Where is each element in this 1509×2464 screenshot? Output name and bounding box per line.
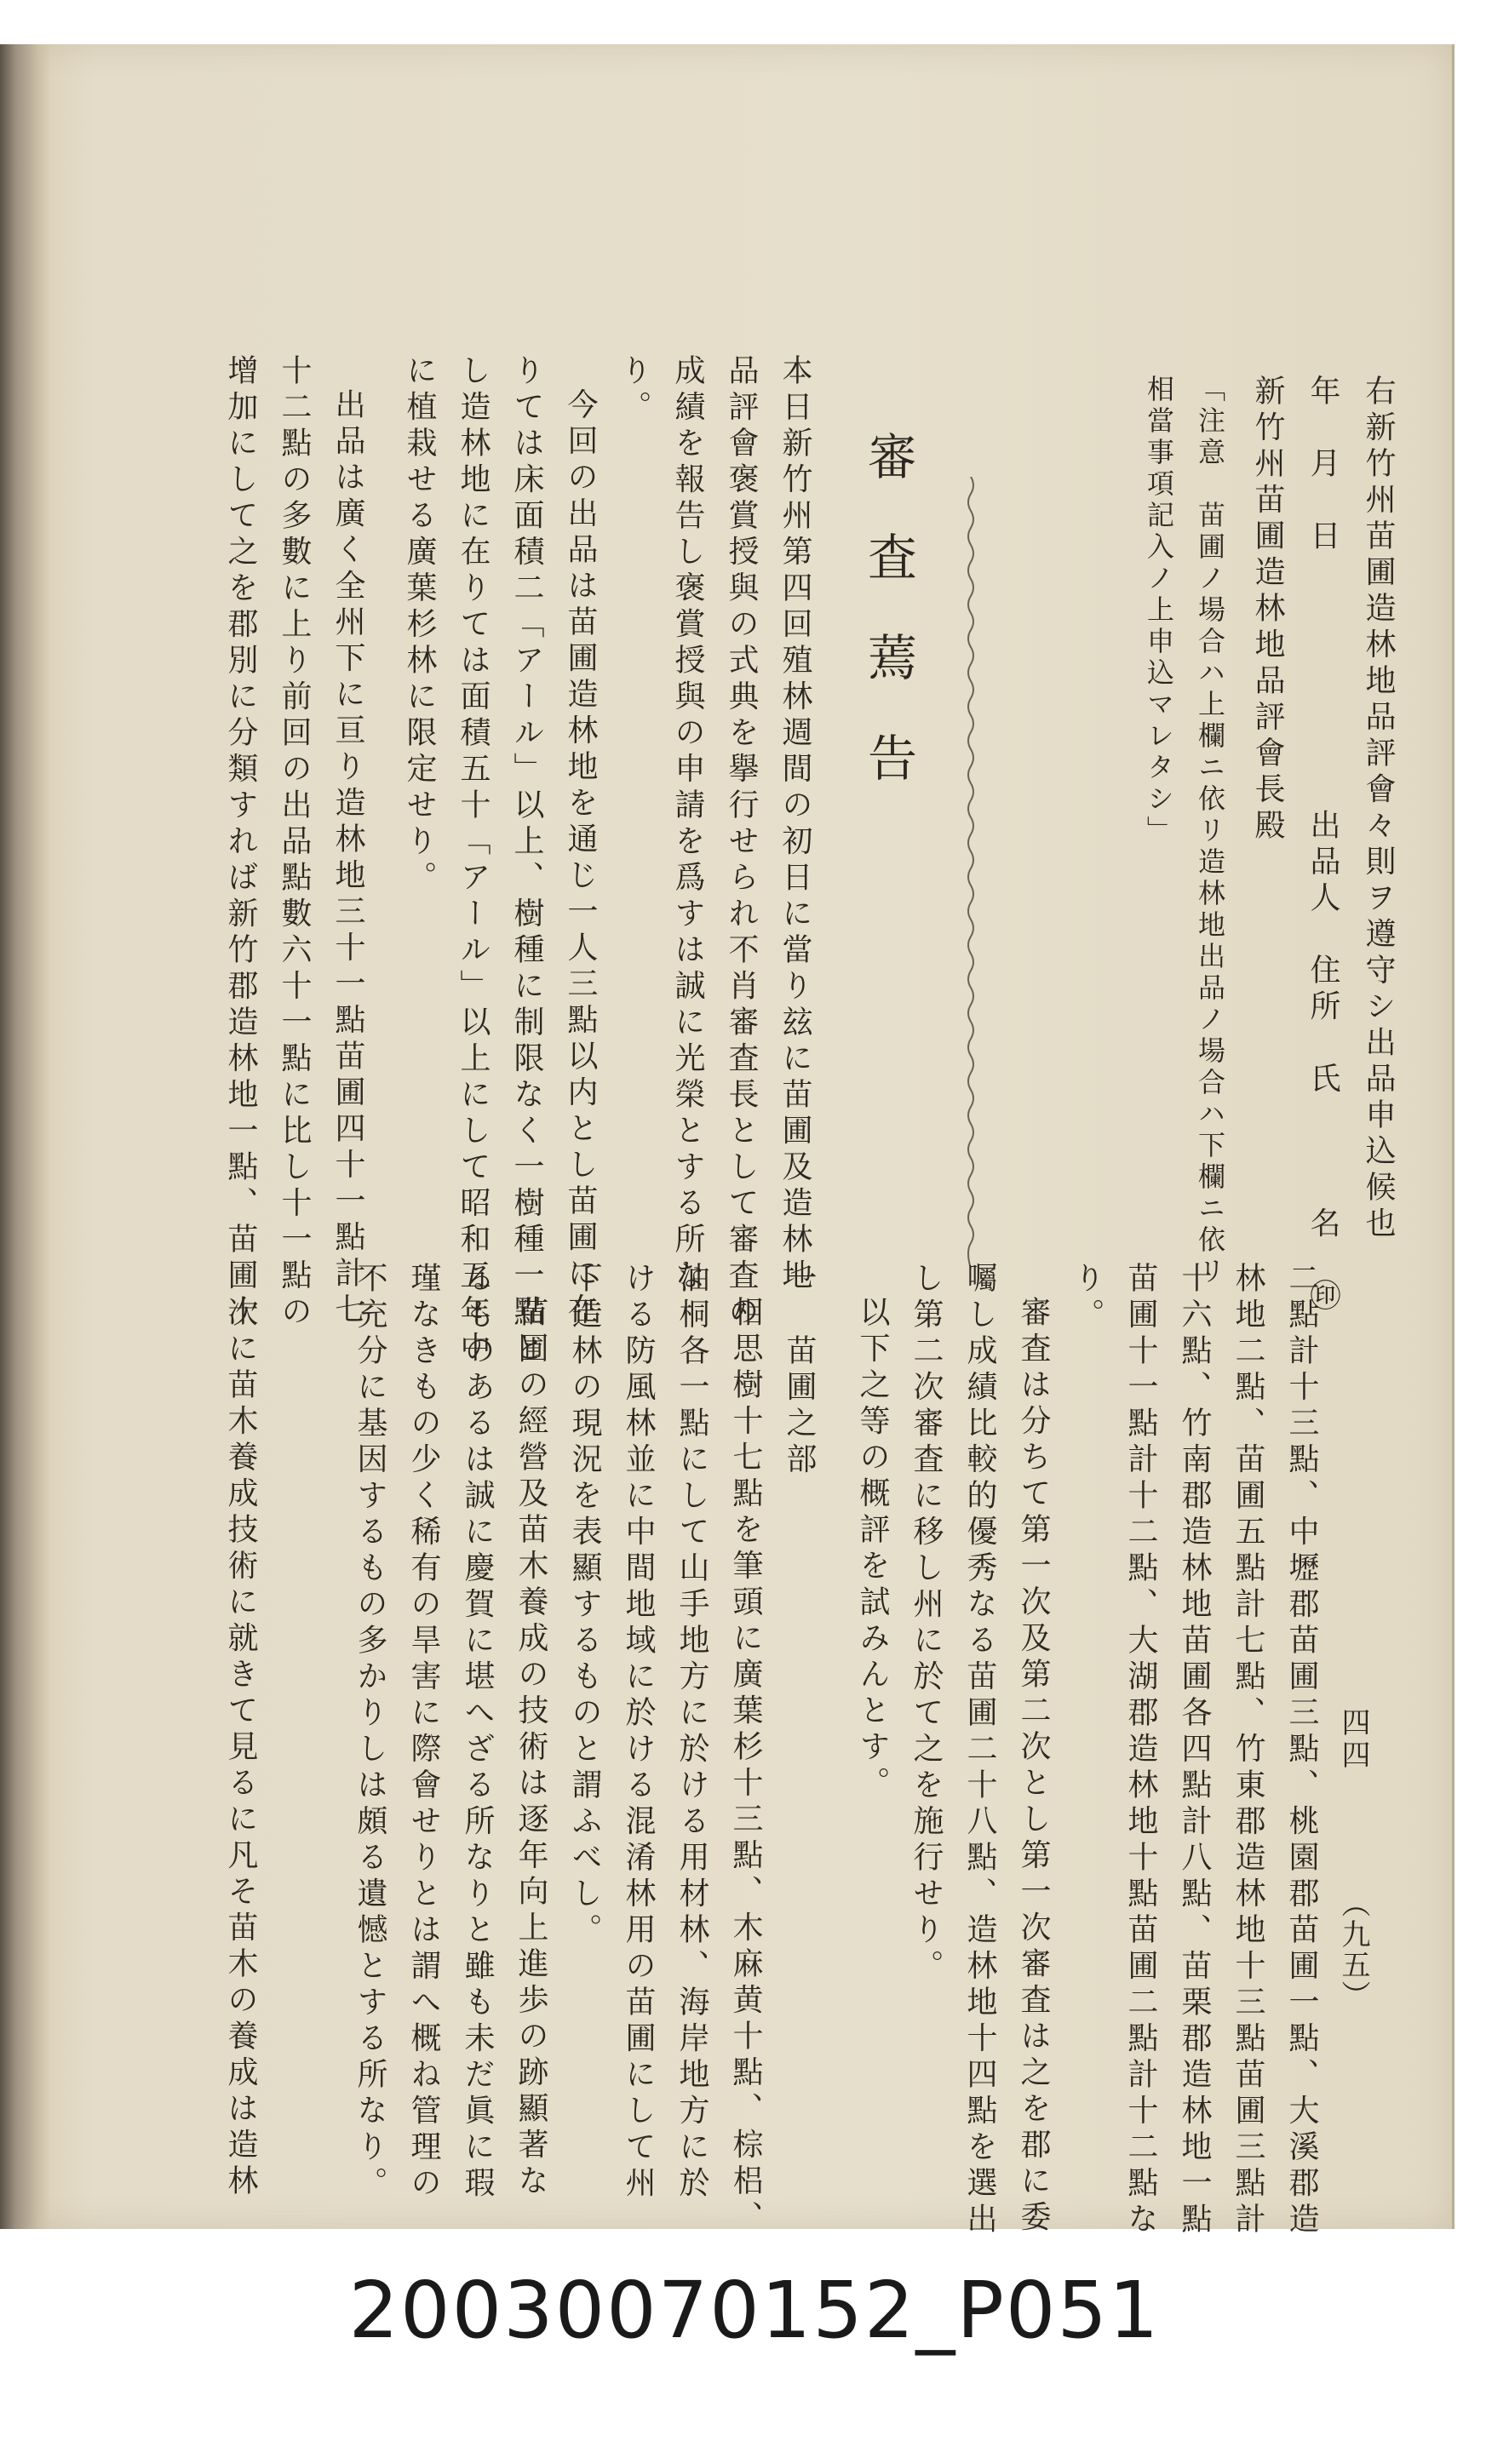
lower-line-6: 審査は分ちて第一次及第二次とし第一次審査は之を郡に委 (1016, 1296, 1051, 2237)
lower-line-1: 二點計十三點、中壢郡苗圃三點、桃園郡苗圃一點、大溪郡造 (1284, 1262, 1319, 2239)
form-line-2: 年 月 日 出品人 住所 氏 名 ㊞ (1305, 375, 1340, 1315)
lower-line-19: 次に苗木養成技術に就きて見るに凡そ苗木の養成は造林 (223, 1296, 258, 2201)
report-line-7: し造林地に在りては面積五十「アール」以上にして昭和五年中 (456, 354, 491, 1367)
lower-line-18: 不充分に基因するもの多かりしは頗る遺憾とする所なり。 (353, 1262, 387, 2203)
report-line-2: 品評會褒賞授與の式典を擧行せられ不肖審査長として審査の (724, 354, 759, 1332)
lower-line-12: 油桐各一點にして山手地方に於ける用材林、海岸地方に於 (674, 1262, 709, 2203)
section-heading: 審査蔫告 (859, 431, 917, 833)
report-line-4: り。 (617, 354, 651, 427)
report-line-9: 出品は廣く全州下に亘り造林地三十一點苗圃四十一點計七 (330, 388, 365, 1329)
lower-line-7: 囑し成績比較的優秀なる苗圃二十八點、造林地十四點を選出 (962, 1262, 997, 2239)
report-line-11: 增加にして之を郡別に分類すれば新竹郡造林地一點、苗圃十 (223, 354, 258, 1332)
form-note-2: 相當事項記入ノ上申込マレタシ」 (1143, 375, 1175, 847)
report-line-10: 十二點の多數に上り前回の出品點數六十一點に比し十一點の (277, 354, 312, 1332)
report-line-8: に植栽せる廣葉杉林に限定せり。 (402, 354, 437, 897)
form-line-1: 右新竹州苗圃造林地品評會々則ヲ遵守シ出品申込候也 (1361, 375, 1396, 1243)
report-line-1: 本日新竹州第四回殖林週間の初日に當り玆に苗圃及造林地 (777, 354, 812, 1295)
lower-line-5: り。 (1070, 1262, 1104, 1334)
archive-caption: 20030070152_P051 (348, 2265, 1161, 2356)
form-note-1: 「注意 苗圃ノ場合ハ上欄ニ依リ造林地出品ノ場合ハ下欄ニ依リ (1194, 375, 1226, 1288)
lower-line-17: 瑾なきもの少く稀有の旱害に際會せりとは謂へ概ね管理の (406, 1262, 441, 2203)
page-number: 四四 (1336, 1707, 1370, 1772)
wavy-divider (962, 477, 979, 1269)
report-line-5: 今回の出品は苗圃造林地を通じ一人三點以内とし苗圃に在 (563, 388, 598, 1329)
lower-line-16: るものあるは誠に慶賀に堪へざる所なりと雖も未だ眞に瑕 (460, 1262, 495, 2203)
lower-line-13: ける防風林並に中間地域に於ける混淆林用の苗圃にして州 (621, 1262, 656, 2203)
lower-line-15: 苗圃の經營及苗木養成の技術は逐年向上進歩の跡顯著な (514, 1296, 548, 2201)
report-line-6: りては床面積二「アール」以上、樹種に制限なく一樹種一點と (509, 354, 544, 1367)
lower-line-10: 一 苗圃之部 (782, 1262, 817, 1479)
report-line-3: 成績を報告し褒賞授與の申請を爲すは誠に光榮とする所な (670, 354, 705, 1295)
lower-line-9: 以下之等の概評を試みんとす。 (855, 1296, 890, 1802)
lower-line-11: 相思樹十七點を筆頭に廣葉杉十三點、木麻黄十點、棕梠、 (728, 1296, 763, 2237)
book-gutter (0, 44, 51, 2229)
form-line-3: 新竹州苗圃造林地品評會長殿 (1250, 375, 1285, 845)
lower-line-4: 苗圃十一點計十二點、大湖郡造林地十點苗圃二點計十二點な (1123, 1262, 1158, 2239)
lower-line-8: し第二次審査に移し州に於て之を施行せり。 (909, 1262, 944, 1986)
lower-line-2: 林地二點、苗圃五點計七點、竹東郡造林地十三點苗圃三點計 (1231, 1262, 1265, 2239)
lower-line-14: 下造林の現況を表顯するものと謂ふべし。 (567, 1262, 602, 1950)
page-number-paren: （九五） (1336, 1888, 1370, 2011)
lower-line-3: 十六點、竹南郡造林地苗圃各四點計八點、苗栗郡造林地一點 (1177, 1262, 1212, 2239)
